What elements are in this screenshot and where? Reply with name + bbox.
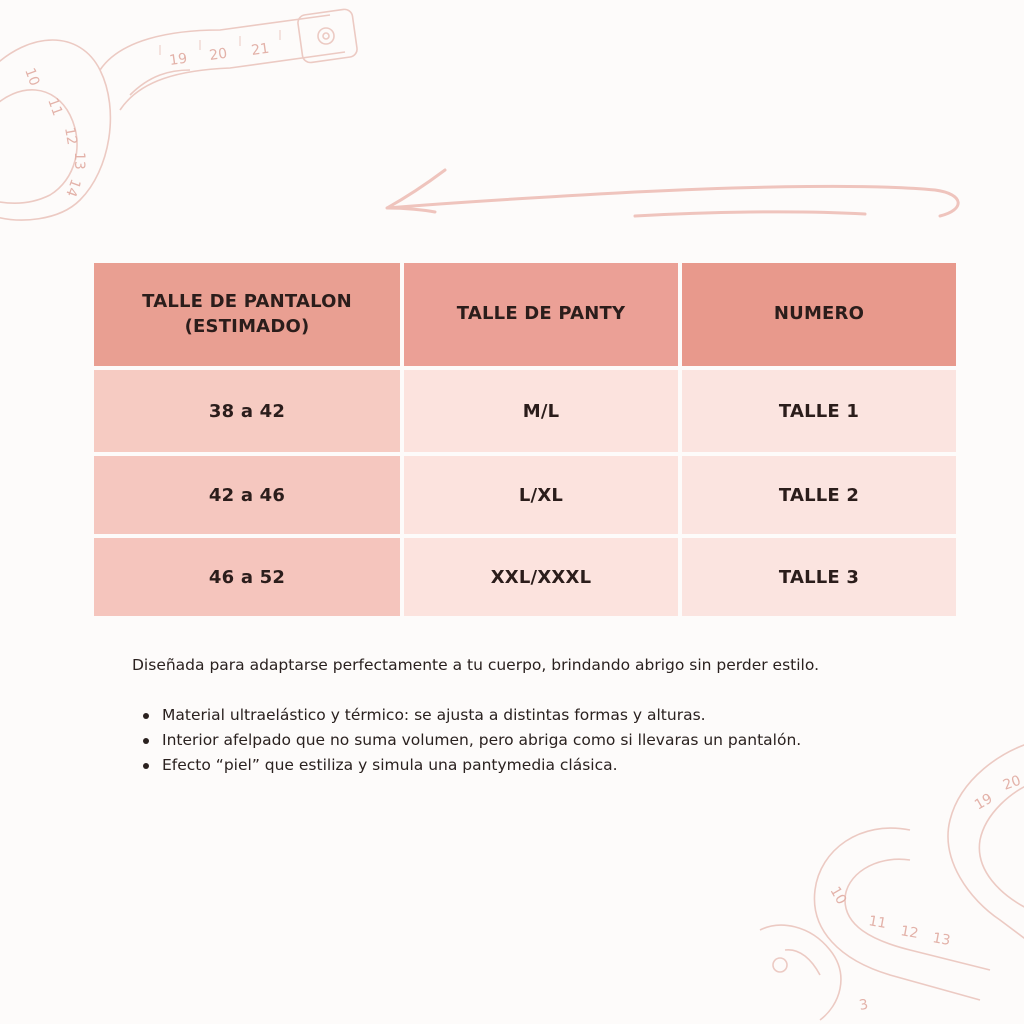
- header-panty-size: TALLE DE PANTY: [404, 263, 678, 366]
- feature-list: [132, 703, 982, 778]
- header-pants-size-line2: (ESTIMADO): [184, 315, 310, 337]
- tape-number: 11: [867, 913, 888, 933]
- number-cell: TALLE 1: [682, 370, 956, 452]
- tape-number: 12: [61, 125, 80, 147]
- table-header-row: [94, 263, 956, 366]
- pants-size-cell: 46 a 52: [94, 538, 400, 616]
- swoosh-decoration: [375, 160, 975, 240]
- header-pants-size: [94, 263, 400, 366]
- header-number: NUMERO: [682, 263, 956, 366]
- pants-size-cell: 38 a 42: [94, 370, 400, 452]
- table-row: [94, 456, 956, 534]
- panty-size-cell: XXL/XXXL: [404, 538, 678, 616]
- tape-number: 10: [21, 65, 43, 89]
- measuring-tape-decoration-top: [0, 0, 380, 240]
- list-item: Material ultraelástico y térmico: se ajusta a distintas formas y alturas.: [162, 703, 982, 728]
- tape-number: 19: [168, 50, 189, 69]
- panty-size-cell: L/XL: [404, 456, 678, 534]
- tape-number: 13: [931, 930, 952, 950]
- header-pants-size-line1: TALLE DE PANTALON: [142, 291, 352, 313]
- tape-number: 21: [250, 40, 271, 59]
- product-description: Diseñada para adaptarse perfectamente a tu cuerpo, brindando abrigo sin perder estilo.: [132, 656, 819, 674]
- list-item: Interior afelpado que no suma volumen, pero abriga como si llevaras un pantalón.: [162, 728, 982, 753]
- tape-number: 11: [44, 95, 66, 119]
- tape-number: 14: [62, 176, 84, 199]
- tape-number: 13: [71, 152, 87, 170]
- number-cell: TALLE 3: [682, 538, 956, 616]
- panty-size-cell: M/L: [404, 370, 678, 452]
- tape-number: 10: [826, 884, 850, 908]
- list-item: Efecto “piel” que estiliza y simula una pantymedia clásica.: [162, 753, 982, 778]
- tape-number: 19: [972, 790, 996, 814]
- table-row: [94, 538, 956, 616]
- number-cell: TALLE 2: [682, 456, 956, 534]
- tape-number: 12: [899, 923, 920, 943]
- tape-number: 3: [857, 996, 870, 1014]
- size-chart-table: [90, 259, 960, 620]
- tape-number: 20: [208, 45, 229, 64]
- table-row: [94, 370, 956, 452]
- tape-number: 20: [1000, 772, 1024, 794]
- pants-size-cell: 42 a 46: [94, 456, 400, 534]
